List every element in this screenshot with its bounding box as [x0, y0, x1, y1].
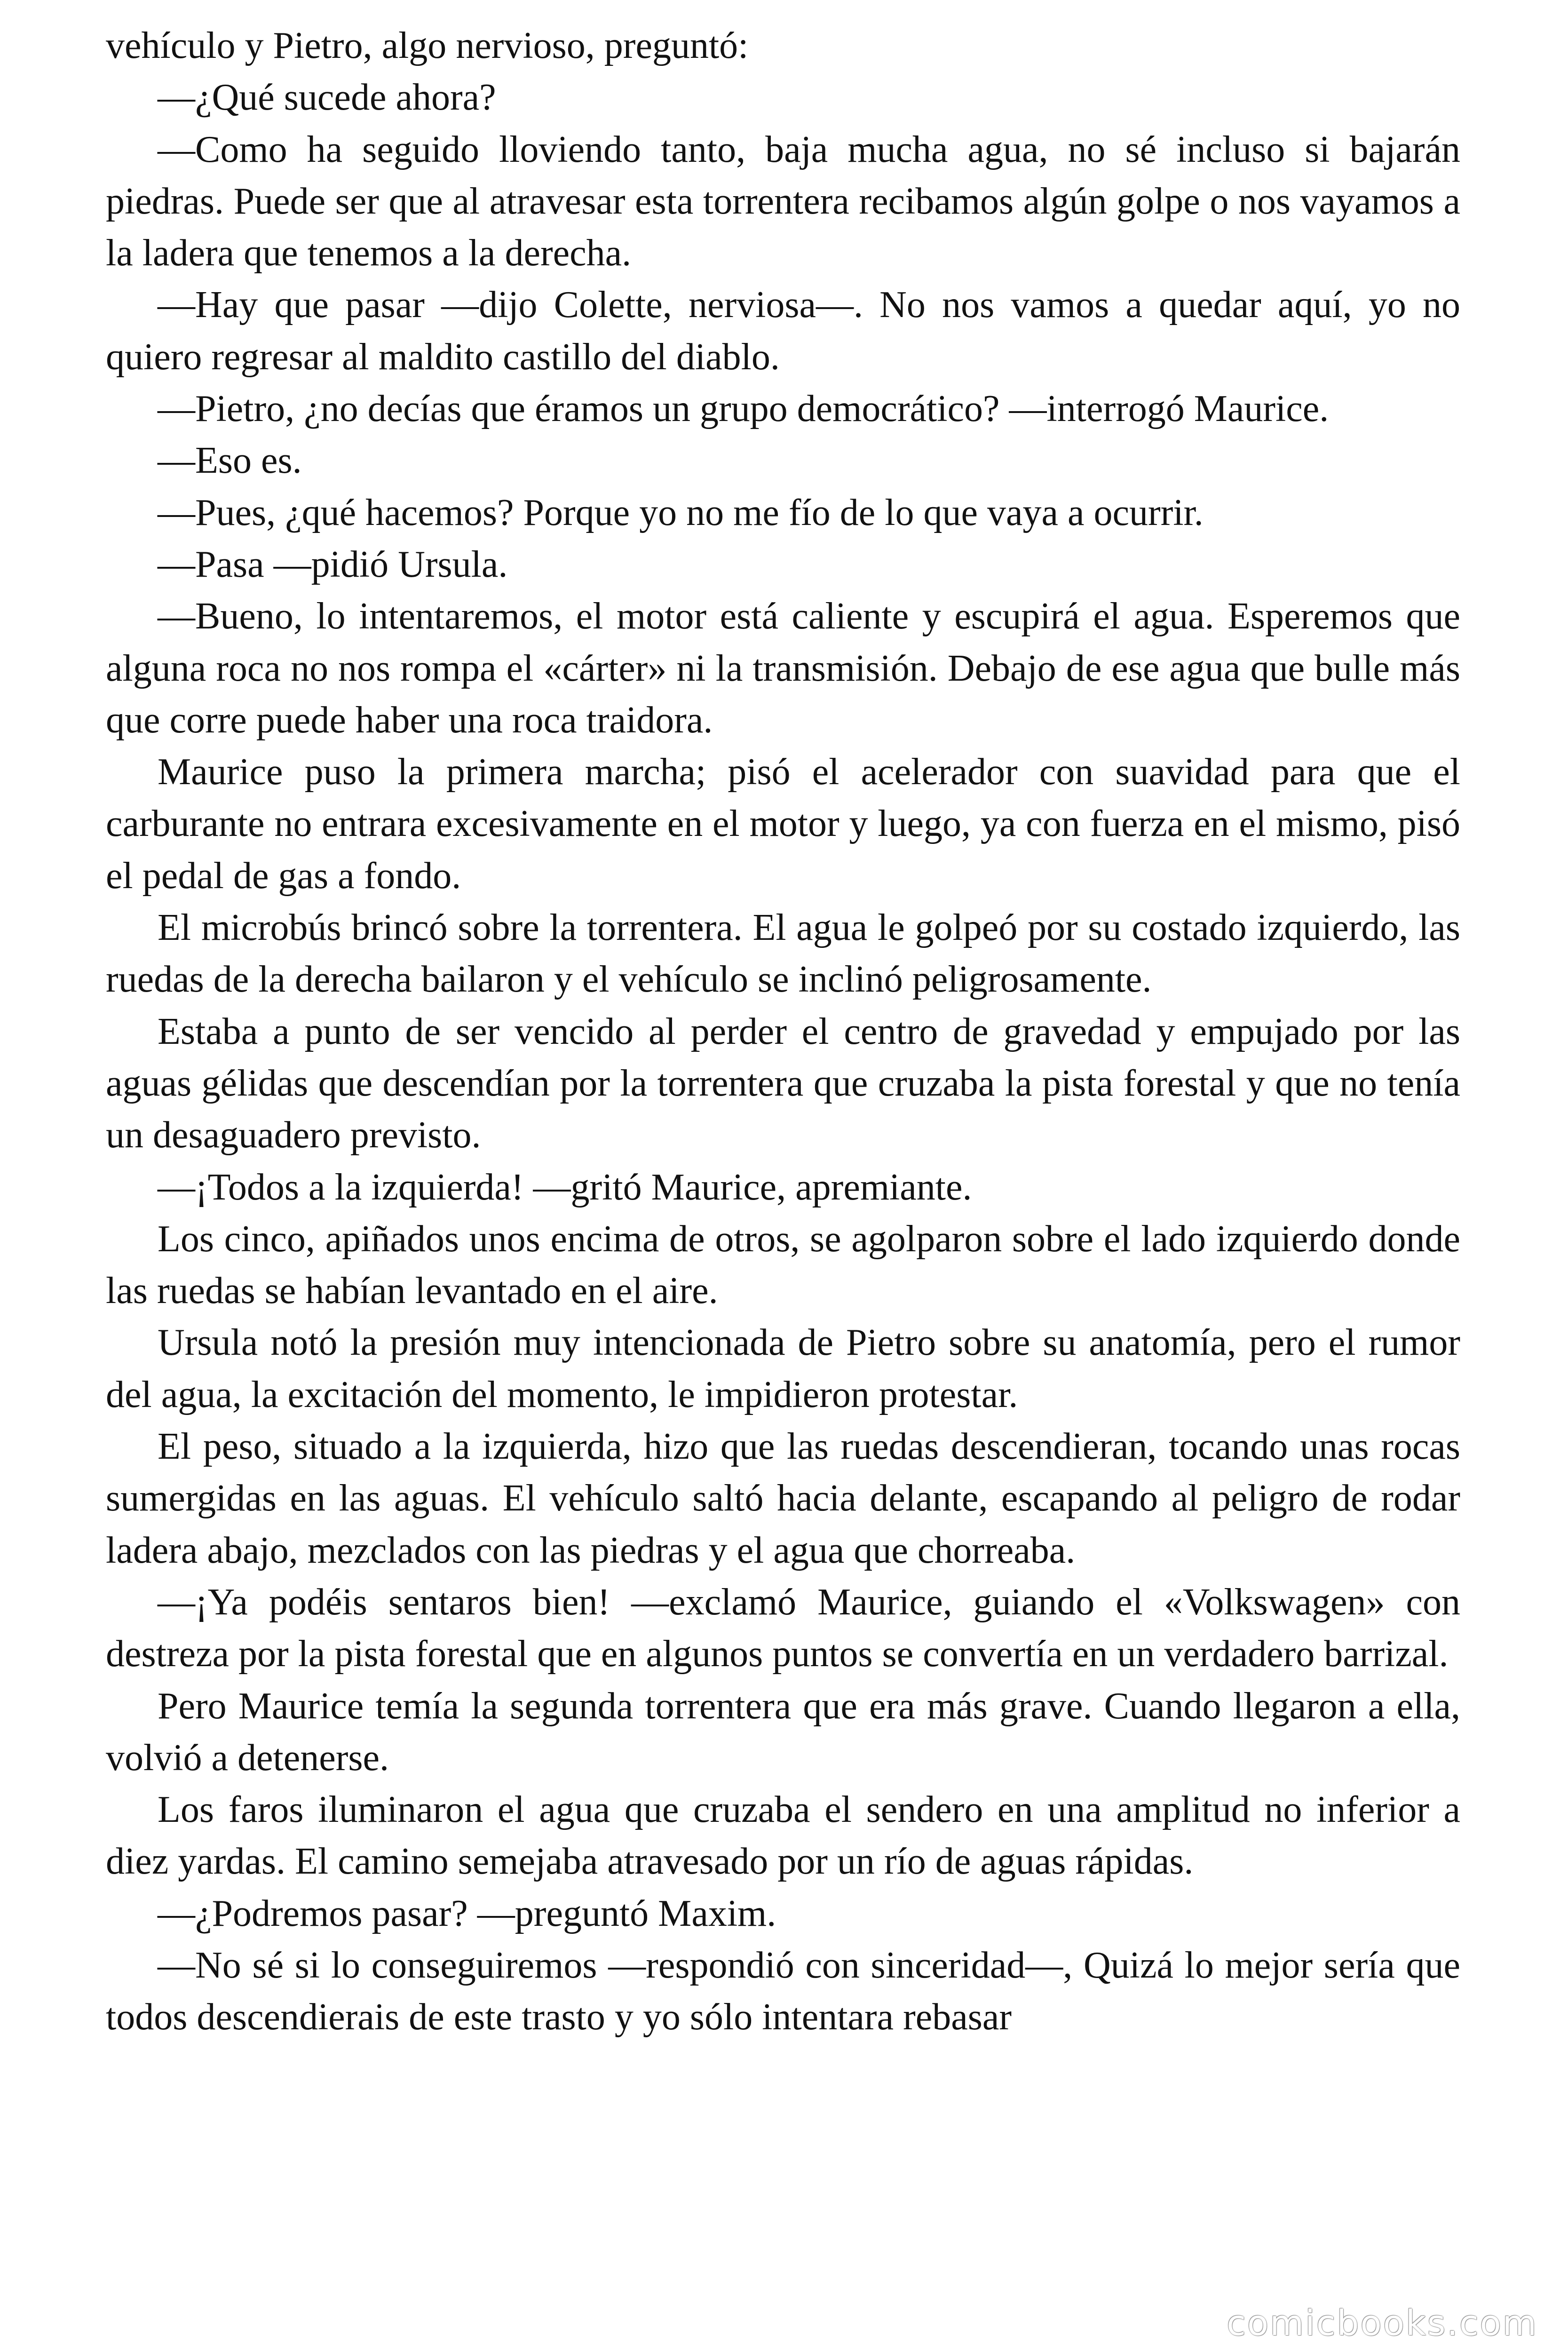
paragraph: —¡Todos a la izquierda! —gritó Maurice, apremiante.: [158, 1166, 972, 1208]
paragraph: Pero Maurice temía la segunda torrentera que era más grave. Cuando llegaron a ella, volvió a detenerse.: [106, 1685, 1460, 1779]
paragraph-continuation: vehículo y Pietro, algo nervioso, preguntó:: [106, 25, 749, 66]
paragraph: —Pues, ¿qué hacemos? Porque yo no me fío de lo que vaya a ocurrir.: [158, 492, 1204, 533]
body-text: [106, 20, 1460, 2043]
paragraph: —Hay que pasar —dijo Colette, nerviosa—. No nos vamos a quedar aquí, yo no quiero regresar al maldito castillo del diablo.: [106, 284, 1460, 378]
paragraph: —No sé si lo conseguiremos —respondió con sinceridad—, Quizá lo mejor sería que todos descendierais de este trasto y yo sólo intentara rebasar: [106, 1944, 1460, 2038]
paragraph: —Eso es.: [158, 440, 302, 482]
paragraph: Los cinco, apiñados unos encima de otros, se agolparon sobre el lado izquierdo donde las ruedas se habían levantado en el aire.: [106, 1218, 1460, 1312]
paragraph: Los faros iluminaron el agua que cruzaba el sendero en una amplitud no inferior a diez yardas. El camino semejaba atravesado por un río de aguas rápidas.: [106, 1789, 1460, 1883]
paragraph: —Bueno, lo intentaremos, el motor está caliente y escupirá el agua. Esperemos que alguna roca no nos rompa el «cárter» ni la transmisión. Debajo de ese agua que bulle más que corre puede haber una roca traidora.: [106, 596, 1460, 741]
paragraph: —Pietro, ¿no decías que éramos un grupo democrático? —interrogó Maurice.: [158, 388, 1329, 430]
paragraph: Ursula notó la presión muy intencionada de Pietro sobre su anatomía, pero el rumor del agua, la excitación del momento, le impidieron protestar.: [106, 1322, 1460, 1415]
paragraph: —¿Qué sucede ahora?: [158, 77, 496, 119]
paragraph: —¡Ya podéis sentaros bien! —exclamó Maurice, guiando el «Volkswagen» con destreza por la pista forestal que en algunos puntos se convertía en un verdadero barrizal.: [106, 1581, 1460, 1675]
paragraph: El microbús brincó sobre la torrentera. El agua le golpeó por su costado izquierdo, las ruedas de la derecha bailaron y el vehículo se inclinó peligrosamente.: [106, 907, 1460, 1001]
paragraph: Maurice puso la primera marcha; pisó el acelerador con suavidad para que el carburante no entrara excesivamente en el motor y luego, ya con fuerza en el mismo, pisó el pedal de gas a fondo.: [106, 751, 1460, 897]
watermark: comicbooks.com: [1227, 2303, 1538, 2344]
paragraph: —¿Podremos pasar? —preguntó Maxim.: [158, 1892, 776, 1934]
paragraph: —Pasa —pidió Ursula.: [158, 543, 508, 585]
paragraph: Estaba a punto de ser vencido al perder el centro de gravedad y empujado por las aguas gélidas que descendían por la torrentera que cruzaba la pista forestal y que no tenía un desaguadero previsto.: [106, 1010, 1460, 1156]
paragraph: —Como ha seguido lloviendo tanto, baja mucha agua, no sé incluso si bajarán piedras. Puede ser que al atravesar esta torrentera recibamos algún golpe o nos vayamos a la ladera que tenemos a la derecha.: [106, 128, 1460, 274]
paragraph: El peso, situado a la izquierda, hizo que las ruedas descendieran, tocando unas rocas sumergidas en las aguas. El vehículo saltó hacia delante, escapando al peligro de rodar ladera abajo, mezclados con las piedras y el agua que chorreaba.: [106, 1426, 1460, 1571]
